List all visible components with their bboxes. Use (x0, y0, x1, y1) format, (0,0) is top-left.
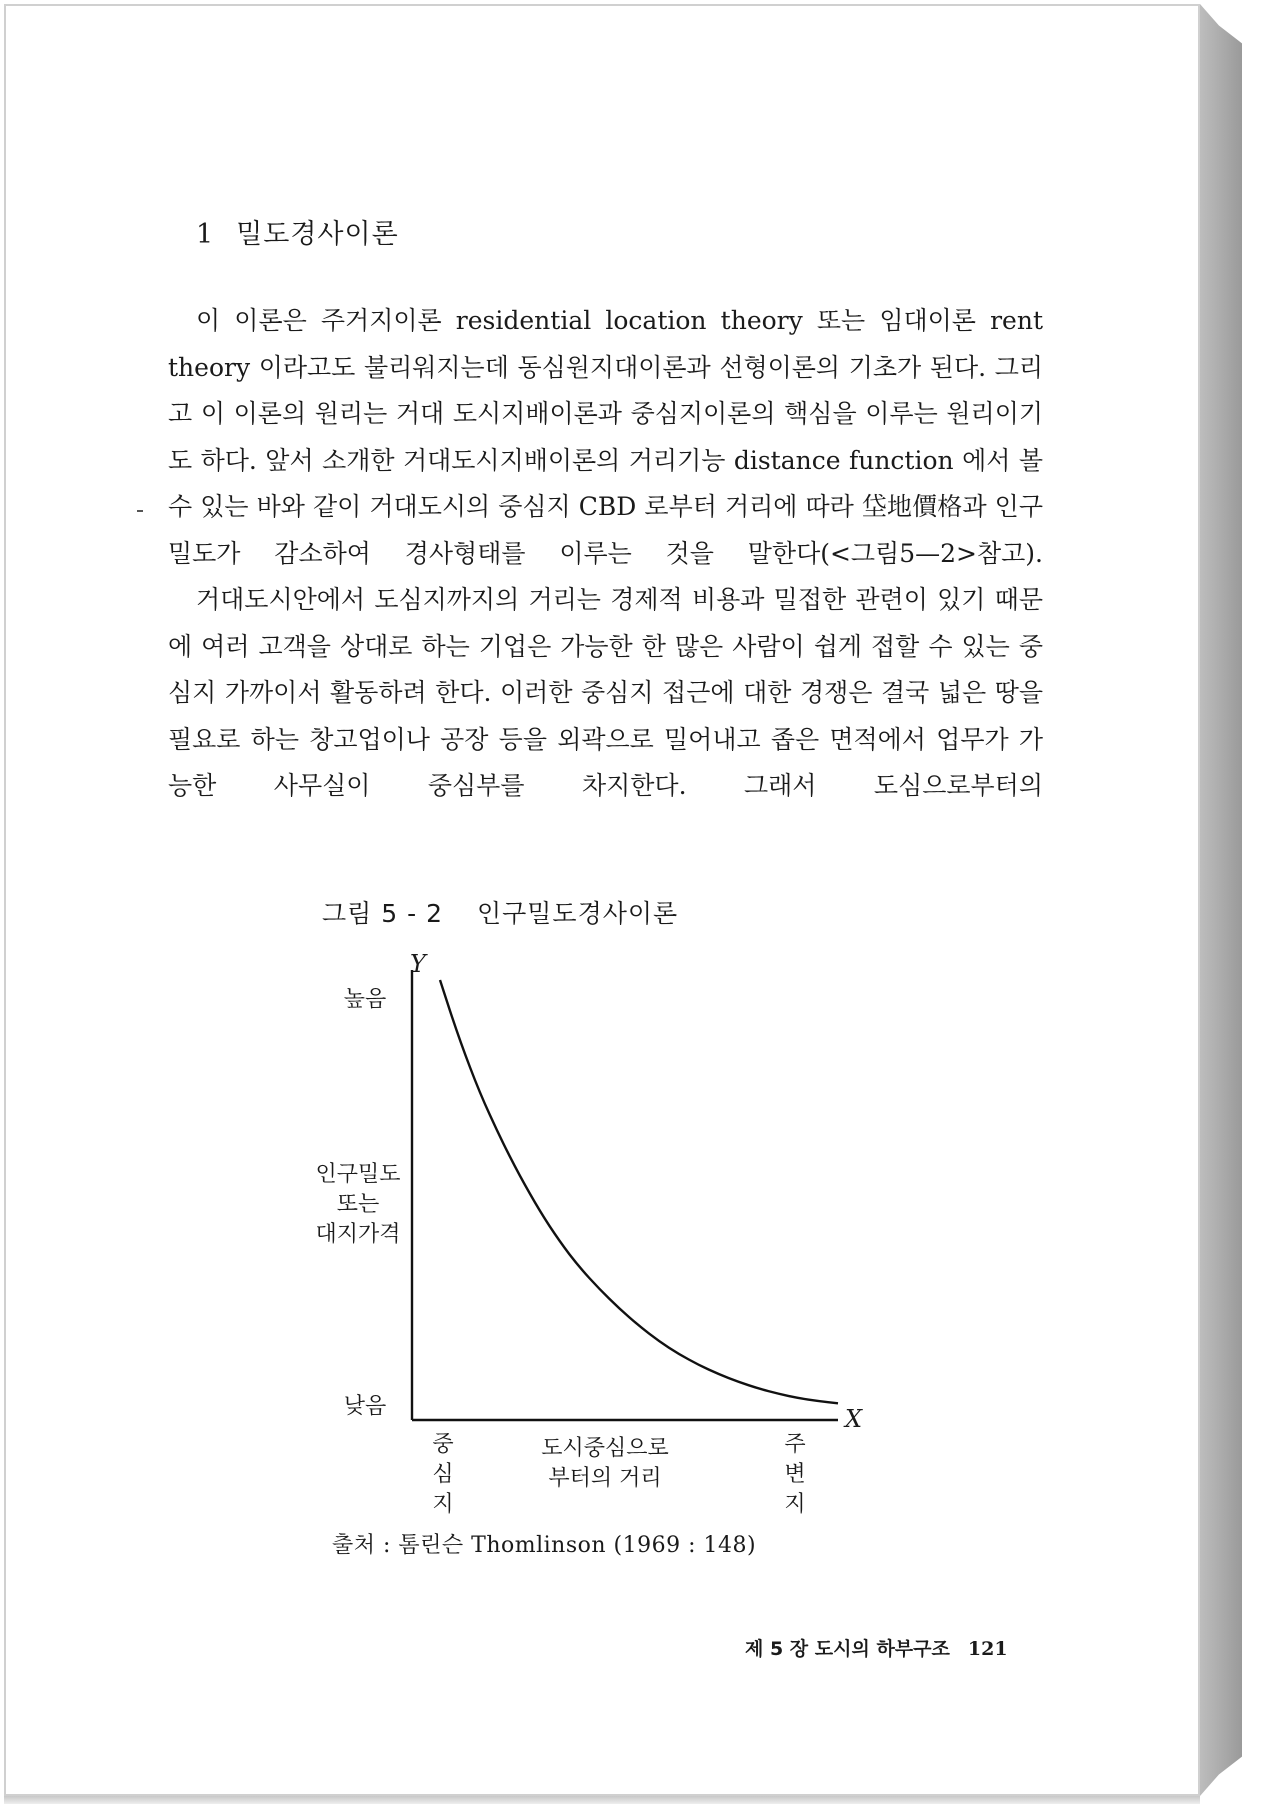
y-axis-label-line-1: 인구밀도 (315, 1162, 401, 1187)
paragraph-2: 거대도시안에서 도심지까지의 거리는 경제적 비용과 밀접한 관련이 있기 때문에 여러 고객을 상대로 하는 기업은 가능한 한 많은 사람이 쉽게 접할 수 있는 중심지 가까이서 활동하려 한다. 이러한 중심지 접근에 대한 경쟁은 결국 넓은 땅을 필요로 하는 창고업이나 공장 등을 외곽으로 밀어내고 좁은 면적에서 업무가 가능한 사무실이 중심부를 차지한다. 그래서 도심으로부터의 (168, 585, 1043, 800)
figure-caption (322, 894, 678, 930)
paragraph-1: 이 이론은 주거지이론 residential location theory 또는 임대이론 rent theory 이라고도 불리워지는데 동심원지대이론과 선형이론의 기초가 된다. 그리고 이 이론의 원리는 거대 도시지배이론과 중심지이론의 핵심을 이루는 원리이기도 하다. 앞서 소개한 거대도시지배이론의 거리기능 distance function 에서 볼 수 있는 바와 같이 거대도시의 중심지 CBD 로부터 거리에 따라 垈地價格과 인구밀도가 감소하여 경사형태를 이루는 것을 말한다(<그림5—2>참고). (168, 306, 1043, 568)
y-axis-label (308, 1160, 408, 1250)
x-left-label-char-1: 중 (432, 1432, 454, 1457)
page-number: 121 (967, 1638, 1008, 1660)
y-high-label: 높음 (343, 987, 387, 1012)
x-right-label-char-1: 주 (784, 1432, 806, 1457)
figure-number: 그림 5 - 2 (322, 899, 443, 928)
x-left-label-char-3: 지 (432, 1492, 454, 1517)
x-axis-label-line-1: 도시중심으로 (541, 1436, 669, 1461)
y-axis-label-line-3: 대지가격 (315, 1222, 401, 1247)
y-axis-letter: Y (410, 950, 426, 978)
section-number: 1 (196, 219, 215, 250)
x-axis-letter: X (845, 1405, 863, 1433)
page-footer (745, 1634, 1008, 1661)
x-left-label (428, 1430, 458, 1520)
x-right-label-char-2: 변 (784, 1462, 806, 1487)
x-right-label-char-3: 지 (784, 1492, 806, 1517)
scan-speck (137, 510, 143, 512)
y-axis-label-line-2: 또는 (336, 1192, 380, 1217)
x-right-label (780, 1430, 810, 1520)
chapter-title: 제 5 장 도시의 하부구조 (745, 1638, 950, 1660)
y-low-label: 낮음 (343, 1394, 387, 1419)
body-text (168, 298, 1043, 810)
density-curve (440, 980, 838, 1403)
section-title: 밀도경사이론 (236, 219, 399, 250)
density-gradient-chart (290, 950, 900, 1540)
section-heading (196, 212, 421, 251)
x-left-label-char-2: 심 (432, 1462, 454, 1487)
figure-title: 인구밀도경사이론 (476, 899, 679, 928)
x-axis-label (520, 1434, 690, 1494)
figure-source: 출처 : 톰린슨 Thomlinson (1969 : 148) (332, 1533, 757, 1558)
page-bottom-shadow (4, 1796, 1200, 1804)
x-axis-label-line-2: 부터의 거리 (548, 1466, 662, 1491)
page-edge-shadow (1200, 4, 1242, 1796)
